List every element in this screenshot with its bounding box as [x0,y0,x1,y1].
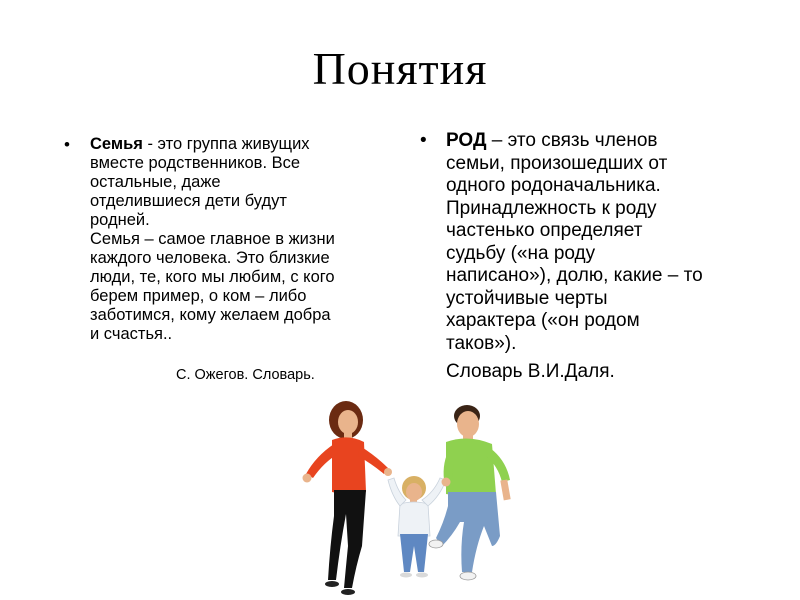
definition-line: остальные, даже [90,173,221,191]
citation-ozhegov: С. Ожегов. Словарь. [176,367,315,383]
definition-line [446,130,750,153]
definition-line: частенько определяет [446,220,643,241]
definition-line: таков»). [446,332,517,354]
definition-line: Принадлежность к роду [446,197,657,219]
bullet-item-rod [420,130,750,384]
definition-line: Семья – самое главное в жизни [90,230,335,248]
definition-line: и счастья.. [90,325,173,343]
citation-dal: Словарь В.И.Даля. [446,361,615,382]
definition-text: - это группа живущих [142,135,310,153]
mother-figure [303,401,393,595]
term-family: Семья [90,135,143,153]
definition-line: судьбу («на роду [446,242,596,264]
definition-line: семьи, произошедших от [446,152,668,174]
bullet-item-family [64,135,394,344]
left-column [64,135,394,344]
father-figure [429,405,511,580]
bullet-icon: • [64,135,70,154]
definition-line: каждого человека. Это близкие [90,249,330,267]
definition-line: заботимся, кому желаем добра [90,306,331,324]
definition-line: родней. [90,211,150,229]
slide-title: Понятия [312,43,488,94]
definition-line: написано»), долю, какие – то [446,265,703,286]
bullet-icon: • [420,130,427,151]
term-rod: РОД [446,130,487,151]
definition-line: вместе родственников. Все [90,154,301,172]
definition-line: отделившиеся дети будут [90,192,287,210]
right-column [420,130,750,384]
definition-line [90,135,394,154]
definition-line: характера («он родом [446,310,640,331]
family-photo-icon [296,396,526,600]
definition-line: одного родоначальника. [446,175,661,196]
definition-line: устойчивые черты [446,287,608,309]
definition-line: люди, те, кого мы любим, с кого [90,268,335,286]
definition-text: – это связь членов [486,130,658,151]
definition-line: берем пример, о ком – либо [90,287,307,305]
child-figure [388,476,446,578]
